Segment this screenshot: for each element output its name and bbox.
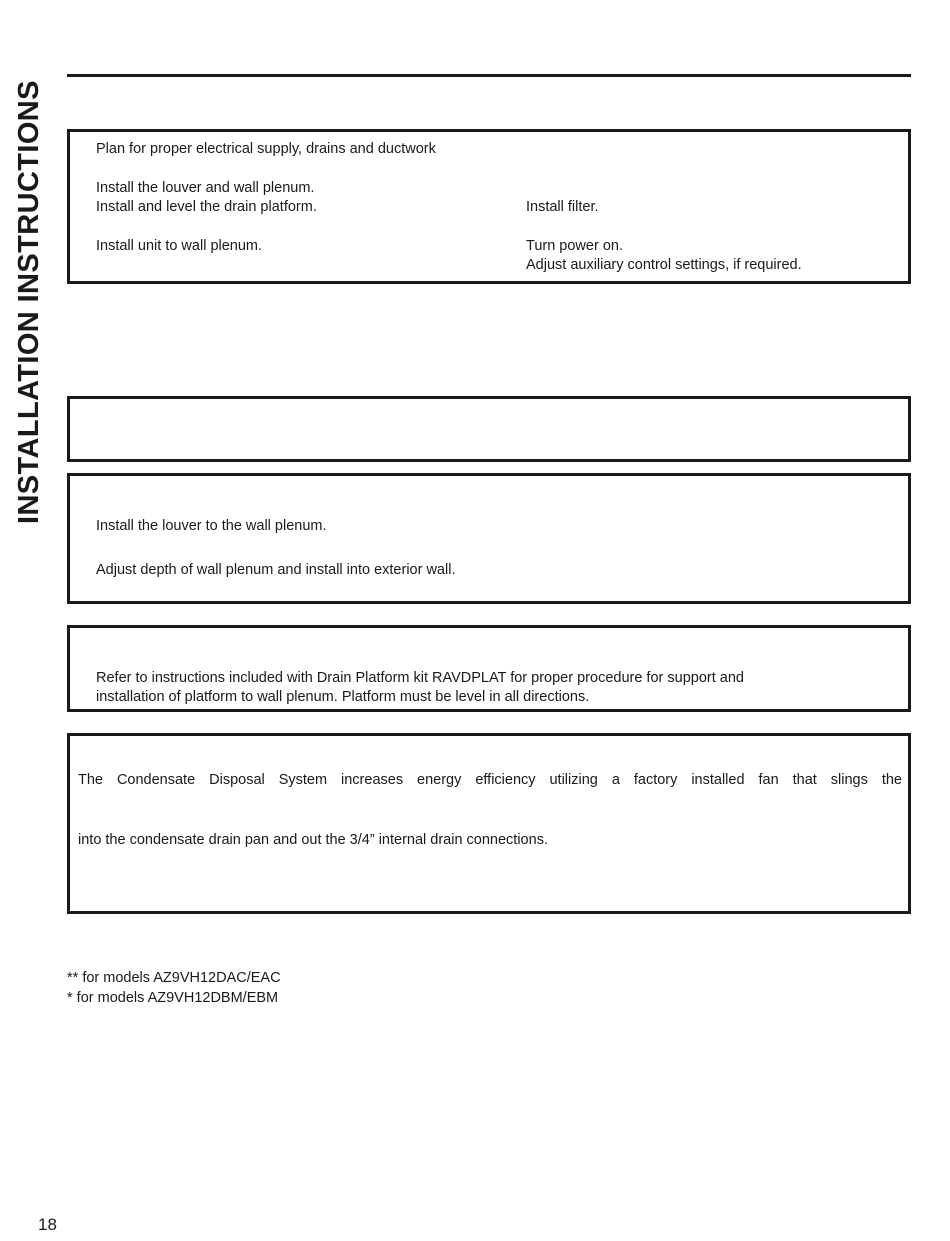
condensate-line-2: into the condensate drain pan and out the 3/4” internal drain connections. [78,832,548,848]
plenum-depth-instruction: Adjust depth of wall plenum and install into exterior wall. [96,562,456,578]
side-section-title: INSTALLATION INSTRUCTIONS [13,80,45,524]
drain-platform-line-1: Refer to instructions included with Drain Platform kit RAVDPLAT for proper procedure for support and [96,670,744,686]
header-rule [67,74,911,77]
step-turn-power-on: Turn power on. [526,238,623,254]
footnote-double-asterisk: ** for models AZ9VH12DAC/EAC [67,970,281,986]
footnote-single-asterisk: * for models AZ9VH12DBM/EBM [67,990,279,1006]
condensate-disposal-box [67,733,911,914]
installation-steps-box [67,129,911,284]
step-adjust-controls: Adjust auxiliary control settings, if required. [526,257,802,273]
empty-box [67,396,911,462]
step-install-filter: Install filter. [526,199,599,215]
step-level-drain-platform: Install and level the drain platform. [96,199,317,215]
louver-plenum-box [67,473,911,604]
step-install-unit: Install unit to wall plenum. [96,238,263,254]
drain-platform-line-2: installation of platform to wall plenum. Platform must be level in all directions. [96,689,590,705]
louver-instruction: Install the louver to the wall plenum. [96,518,327,534]
condensate-line-1: The Condensate Disposal System increases energy efficiency utilizing a factory installed fan that slings the [78,772,902,788]
page-number: 18 [38,1215,57,1234]
step-install-louver-plenum: Install the louver and wall plenum. [96,180,315,196]
drain-platform-box [67,625,911,712]
step-plan-supply: Plan for proper electrical supply, drains and ductwork [96,141,436,157]
